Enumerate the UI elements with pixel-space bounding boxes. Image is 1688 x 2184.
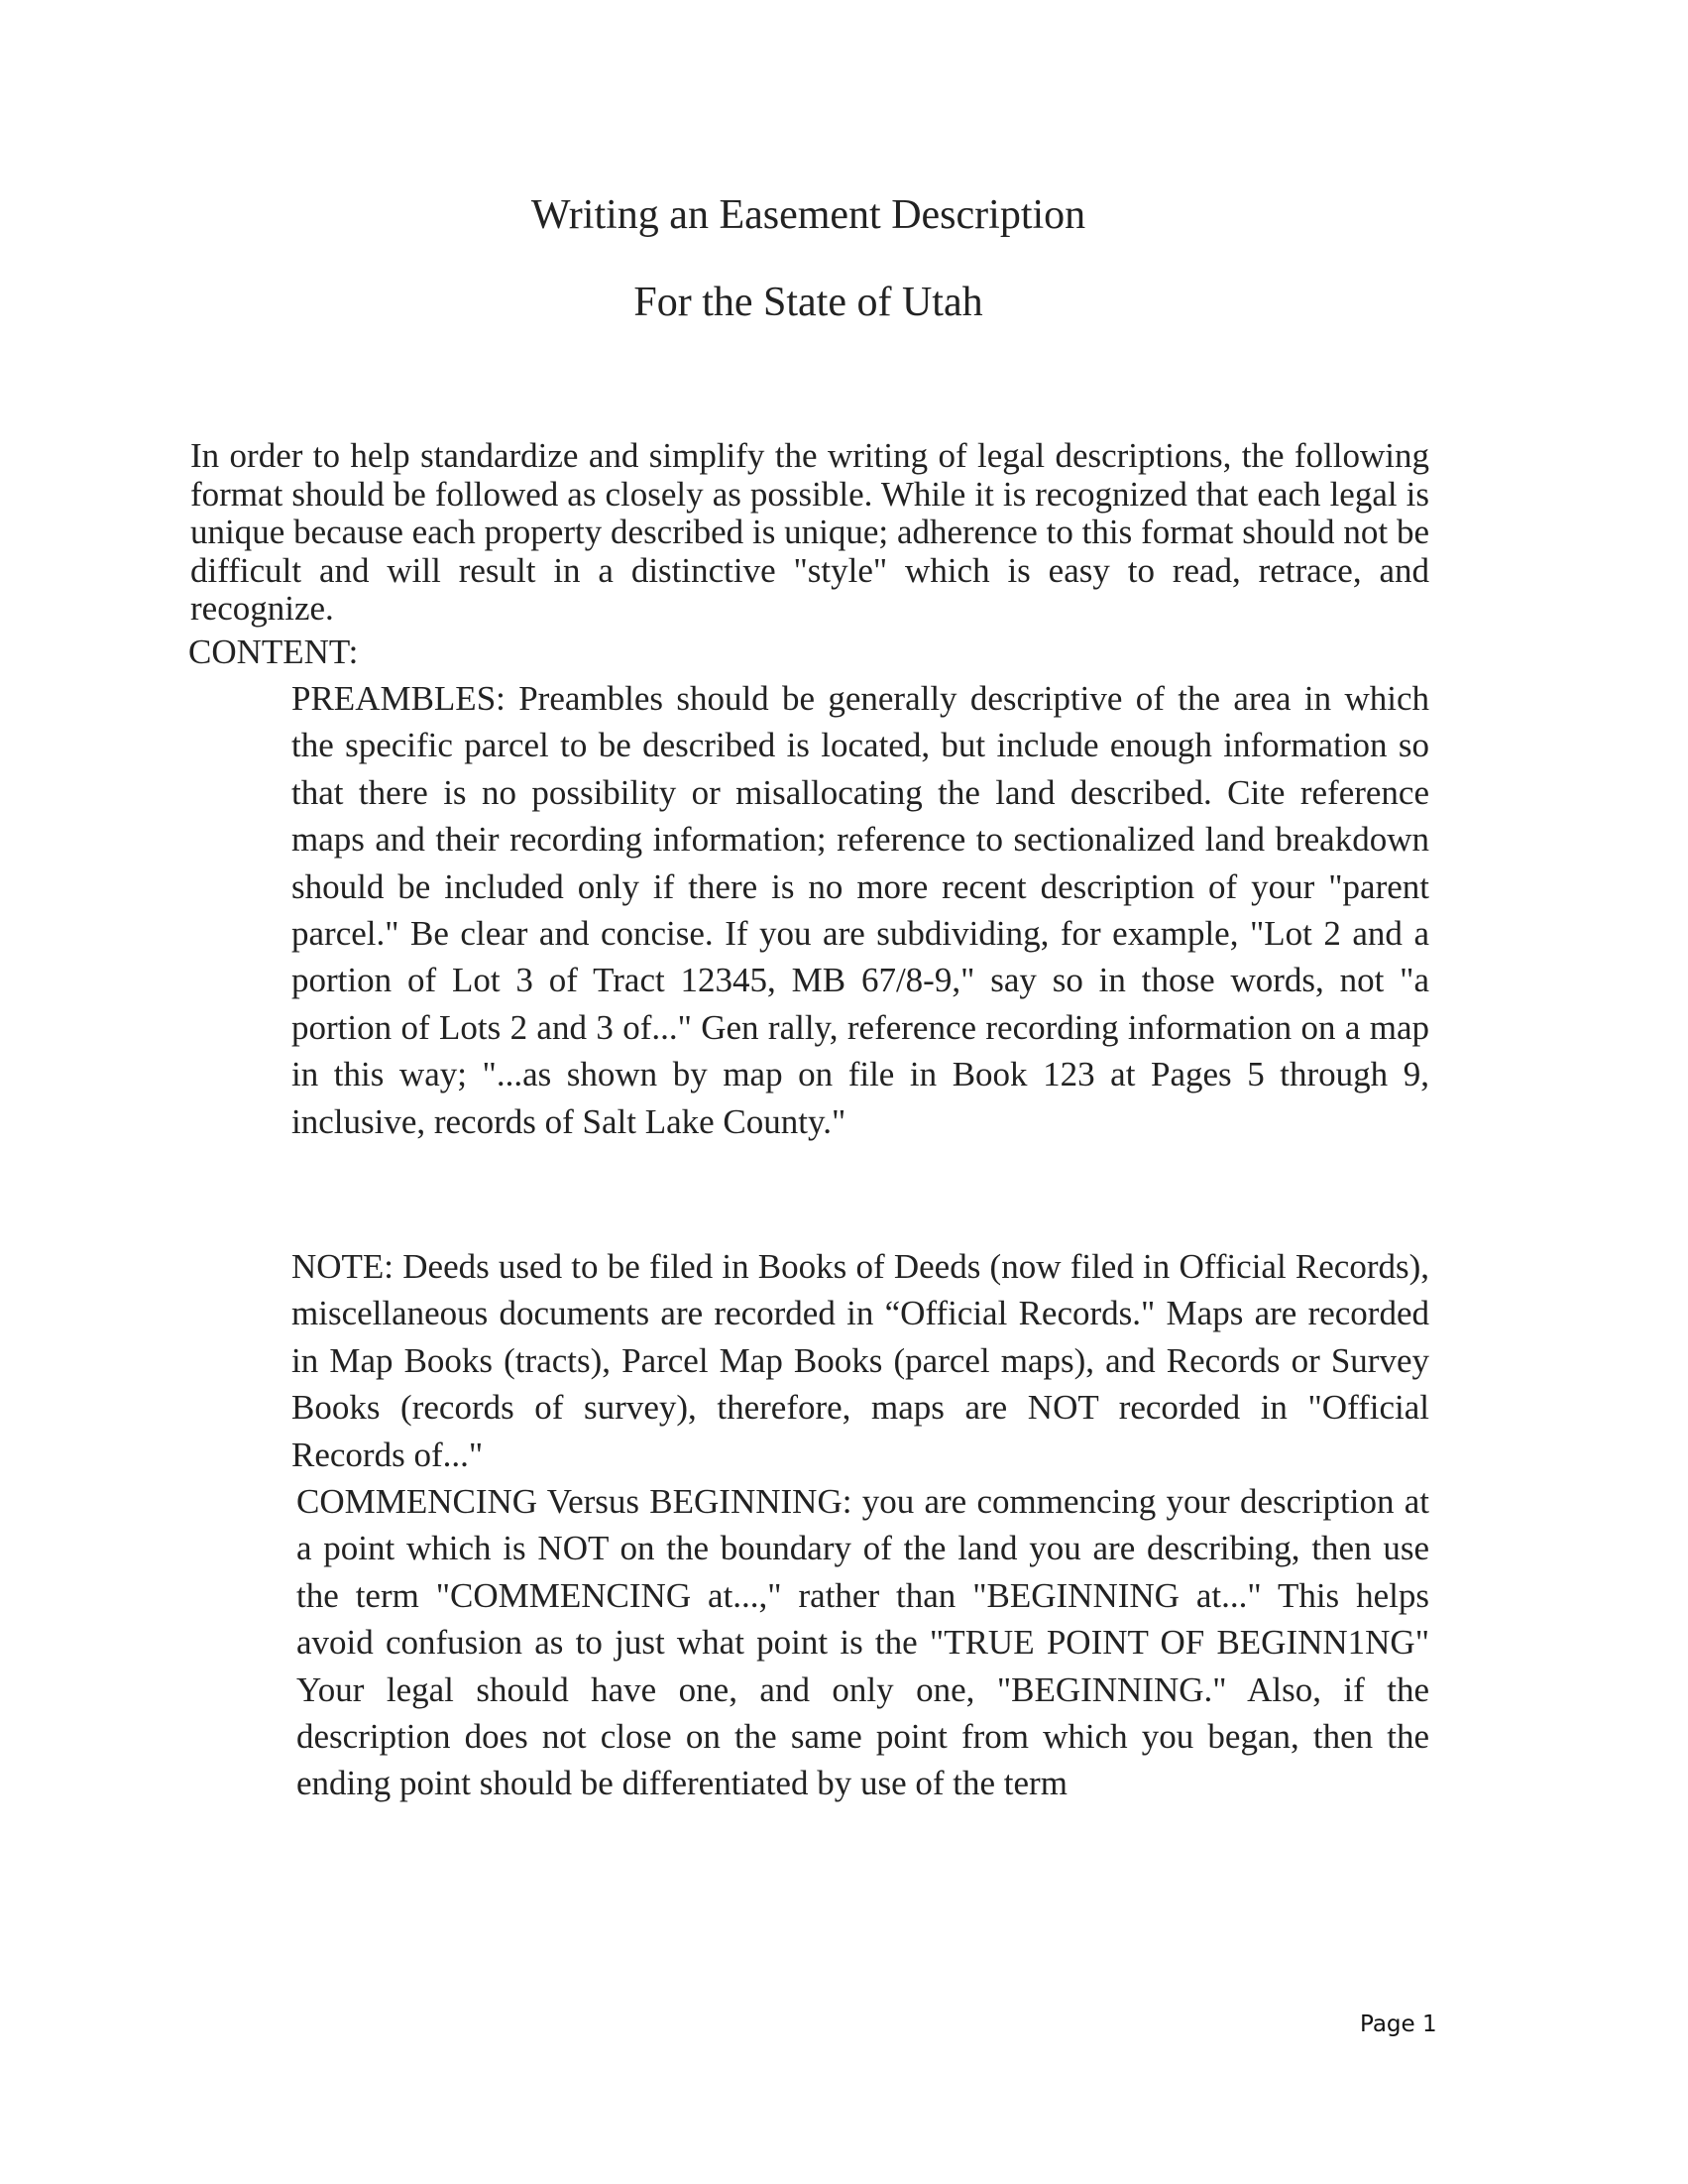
note-paragraph: NOTE: Deeds used to be filed in Books of Deeds (now filed in Official Records), miscellaneous documents are recorded in “Official Records." Maps are recorded in Map Books (tracts), Parcel Map Books (parcel maps), and Records or Survey Books (records of survey), therefore, maps are NOT recorded in "Official Records of..." [291,1247,1429,1474]
page-number: Page 1 [1360,2012,1437,2037]
document-title: Writing an Easement Description [530,192,1086,238]
commencing-paragraph: COMMENCING Versus BEGINNING: you are commencing your description at a point which is NOT on the boundary of the land you are describing, then use the term "COMMENCING at...," rather than "BEGINNING at..." This helps avoid confusion as to just what point is the "TRUE POINT OF BEGINN1NG" Your legal should have one, and only one, "BEGINNING." Also, if the description does not close on the same point from which you began, then the ending point should be differentiated by use of the term [296,1482,1429,1803]
document-subtitle: For the State of Utah [633,280,983,325]
content-heading: CONTENT: [188,632,359,671]
preambles-paragraph: PREAMBLES: Preambles should be generally descriptive of the area in which the specific parcel to be described is located, but include enough information so that there is no possibility or misallocating the land described. Cite reference maps and their recording information; reference to sectionalized land breakdown should be included only if there is no more recent description of your "parent parcel." Be clear and concise. If you are subdividing, for example, "Lot 2 and a portion of Lot 3 of Tract 12345, MB 67/8-9," say so in those words, not "a portion of Lots 2 and 3 of..." Gen rally, reference recording information on a map in this way; "...as shown by map on file in Book 123 at Pages 5 through 9, inclusive, records of Salt Lake County." [291,679,1429,1141]
intro-paragraph: In order to help standardize and simplify the writing of legal descriptions, the following format should be followed as closely as possible. While it is recognized that each legal is unique because each property described is unique; adherence to this format should not be difficult and will result in a distinctive "style" which is easy to read, retrace, and recognize. [190,436,1429,628]
